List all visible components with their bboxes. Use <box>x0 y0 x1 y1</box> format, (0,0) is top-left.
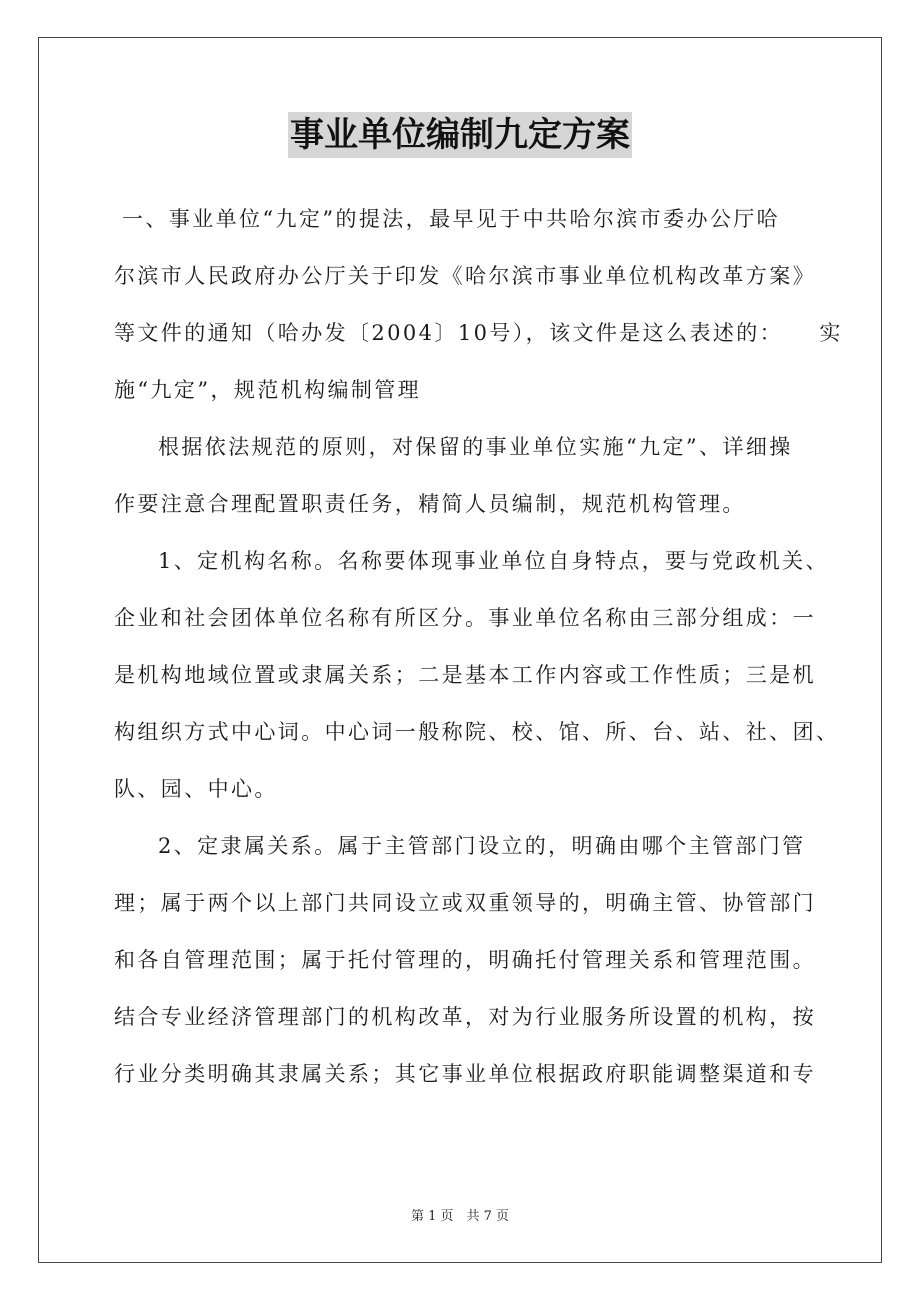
paragraph-line: 构组织方式中心词。中心词一般称院、校、馆、所、台、站、社、团、 <box>114 720 840 744</box>
paragraph-line: 理；属于两个以上部门共同设立或双重领导的，明确主管、协管部门 <box>114 891 816 915</box>
paragraph-line: 结合专业经济管理部门的机构改革，对为行业服务所设置的机构，按 <box>114 1005 816 1029</box>
paragraph-line: 和各自管理范围；属于托付管理的，明确托付管理关系和管理范围。 <box>114 948 816 972</box>
paragraph-line: 行业分类明确其隶属关系；其它事业单位根据政府职能调整渠道和专 <box>114 1062 816 1086</box>
paragraph-line: 2、定隶属关系。属于主管部门设立的，明确由哪个主管部门管 <box>158 834 806 858</box>
title-container <box>0 112 920 158</box>
paragraph-line: 是机构地域位置或隶属关系；二是基本工作内容或工作性质；三是机 <box>114 663 816 687</box>
paragraph-line: 尔滨市人民政府办公厅关于印发《哈尔滨市事业单位机构改革方案》 <box>114 264 816 288</box>
paragraph-line: 队、园、中心。 <box>114 777 278 801</box>
paragraph-line: 等文件的通知（哈办发〔2004〕10号），该文件是这么表述的： 实 <box>114 321 843 345</box>
paragraph-line: 施“九定”，规范机构编制管理 <box>114 378 422 402</box>
paragraph-line: 根据依法规范的原则，对保留的事业单位实施“九定”、详细操 <box>158 435 793 459</box>
paragraph-line: 企业和社会团体单位名称有所区分。事业单位名称由三部分组成：一 <box>114 606 816 630</box>
paragraph-line: 一、事业单位“九定”的提法，最早见于中共哈尔滨市委办公厅哈 <box>122 207 781 231</box>
document-title: 事业单位编制九定方案 <box>288 112 632 158</box>
page-footer: 第 1 页 共 7 页 <box>410 1209 510 1224</box>
paragraph-line: 作要注意合理配置职责任务，精简人员编制，规范机构管理。 <box>114 492 746 516</box>
paragraph-line: 1、定机构名称。名称要体现事业单位自身特点，要与党政机关、 <box>158 549 829 573</box>
document-body <box>114 191 843 1103</box>
